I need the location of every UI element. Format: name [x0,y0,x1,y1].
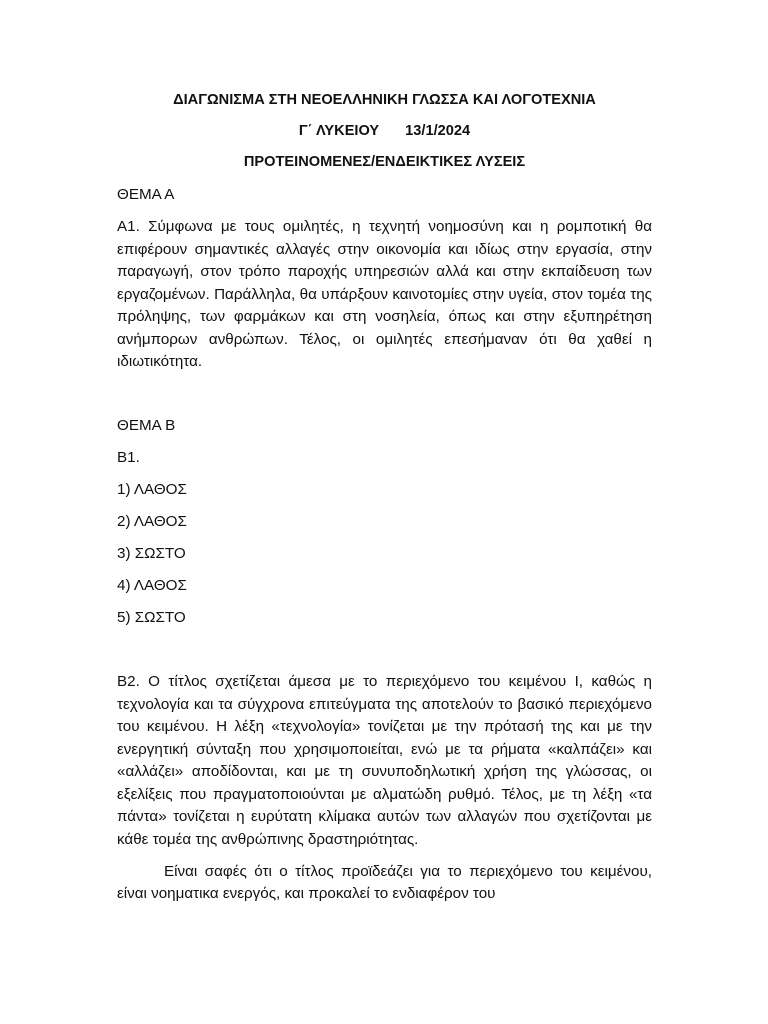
class-date-line [117,122,652,141]
answer-b2-paragraph-1: Β2. Ο τίτλος σχετίζεται άμεσα με το περιεχόμενο του κειμένου Ι, καθώς η τεχνολογία και τα σύγχρονα επιτεύγματα της αποτελούν το βασικό περιεχόμενο του κειμένου. Η λέξη «τεχνολογία» τονίζεται με την πρότασή της και με την ενεργητική σύνταξη που χρησιμοποιείται, ενώ με τα ρήματα «καλπάζει» και «αλλάζει» αποδίδονται, και με τη συνυποδηλωτική χρήση της γλώσσας, οι εξελίξεις που πραγματοποιούνται με αλματώδη ρυθμό. Τέλος, με τη λέξη «τα πάντα» τονίζεται η ευρύτατη κλίμακα αυτών των αλλαγών που σχετίζονται με κάθε τομέα της ανθρώπινης δραστηριότητας. [117,673,652,848]
document-title: ΔΙΑΓΩΝΙΣΜΑ ΣΤΗ ΝΕΟΕΛΛΗΝΙΚΗ ΓΛΩΣΣΑ ΚΑΙ ΛΟΓΟΤΕΧΝΙΑ [173,92,596,108]
b1-label: Β1. [117,449,140,466]
b1-answer-2: 2) ΛΑΘΟΣ [117,513,187,530]
class-label: Γ΄ ΛΥΚΕΙΟΥ [298,123,380,139]
answer-a1: Α1. Σύμφωνα με τους ομιλητές, η τεχνητή νοημοσύνη και η ρομποτική θα επιφέρουν σημαντικές αλλαγές στην οικονομία και ιδίως στην εργασία, στην παραγωγή, στον τρόπο παροχής υπηρεσιών αλλά και στην εκπαίδευση των εργαζομένων. Παράλληλα, θα υπάρξουν καινοτομίες στην υγεία, στον τομέα της πρόληψης, των φαρμάκων και στη νοσηλεία, όπως και στην εξυπηρέτηση ανήμπορων ανθρώπων. Τέλος, οι ομιλητές επεσήμαναν ότι θα χαθεί η ιδιωτικότητα. [117,218,652,370]
theme-a-heading: ΘΕΜΑ Α [117,186,175,203]
blank-line [117,383,652,406]
b1-answer-1: 1) ΛΑΘΟΣ [117,481,187,498]
blank-line [117,639,652,662]
exam-date: 13/1/2024 [405,123,471,139]
document-subtitle: ΠΡΟΤΕΙΝΟΜΕΝΕΣ/ΕΝΔΕΙΚΤΙΚΕΣ ΛΥΣΕΙΣ [243,154,526,170]
b1-answer-5: 5) ΣΩΣΤΟ [117,609,186,626]
theme-b-heading: ΘΕΜΑ Β [117,417,176,434]
b1-answer-3: 3) ΣΩΣΤΟ [117,545,186,562]
b1-answer-4: 4) ΛΑΘΟΣ [117,577,187,594]
answer-b2-paragraph-2: Είναι σαφές ότι ο τίτλος προϊδεάζει για το περιεχόμενο του κειμένου, είναι νοηματικα ενεργός, και προκαλεί το ενδιαφέρον του [117,862,652,902]
